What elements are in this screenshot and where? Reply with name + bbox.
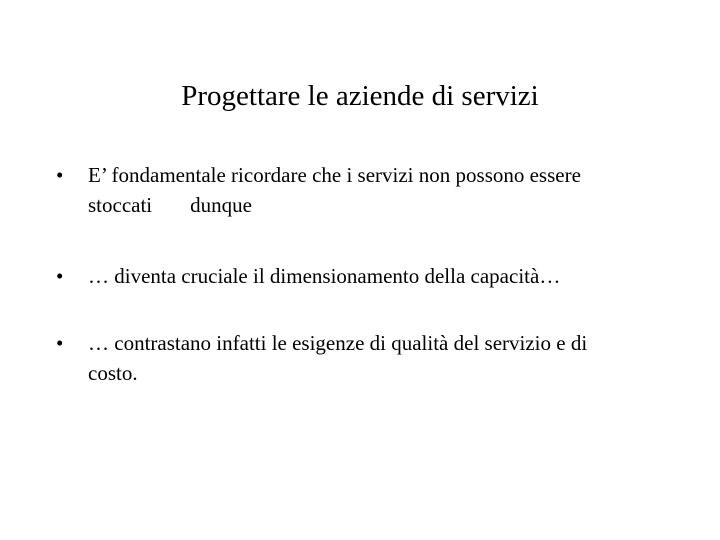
bullet-text-line: E’ fondamentale ricordare che i servizi non possono essere (88, 163, 581, 187)
bullet-marker: • (56, 331, 64, 355)
bullet-text-fragment: dunque (190, 193, 252, 217)
bullet-item-capacity (56, 261, 686, 291)
bullet-text-line (88, 190, 686, 220)
bullet-text-fragment: stoccati (88, 193, 153, 217)
bullet-item-storage (56, 160, 686, 220)
bullet-text-line: … diventa cruciale il dimensionamento della capacità… (88, 264, 561, 288)
bullet-list (56, 160, 686, 388)
bullet-marker: • (56, 264, 64, 288)
bullet-text-line: … contrastano infatti le esigenze di qualità del servizio e di (88, 331, 588, 355)
bullet-text-line: costo. (88, 361, 138, 385)
bullet-marker: • (56, 163, 64, 187)
slide-title: Progettare le aziende di servizi (181, 80, 539, 112)
bullet-item-quality-cost (56, 328, 686, 388)
